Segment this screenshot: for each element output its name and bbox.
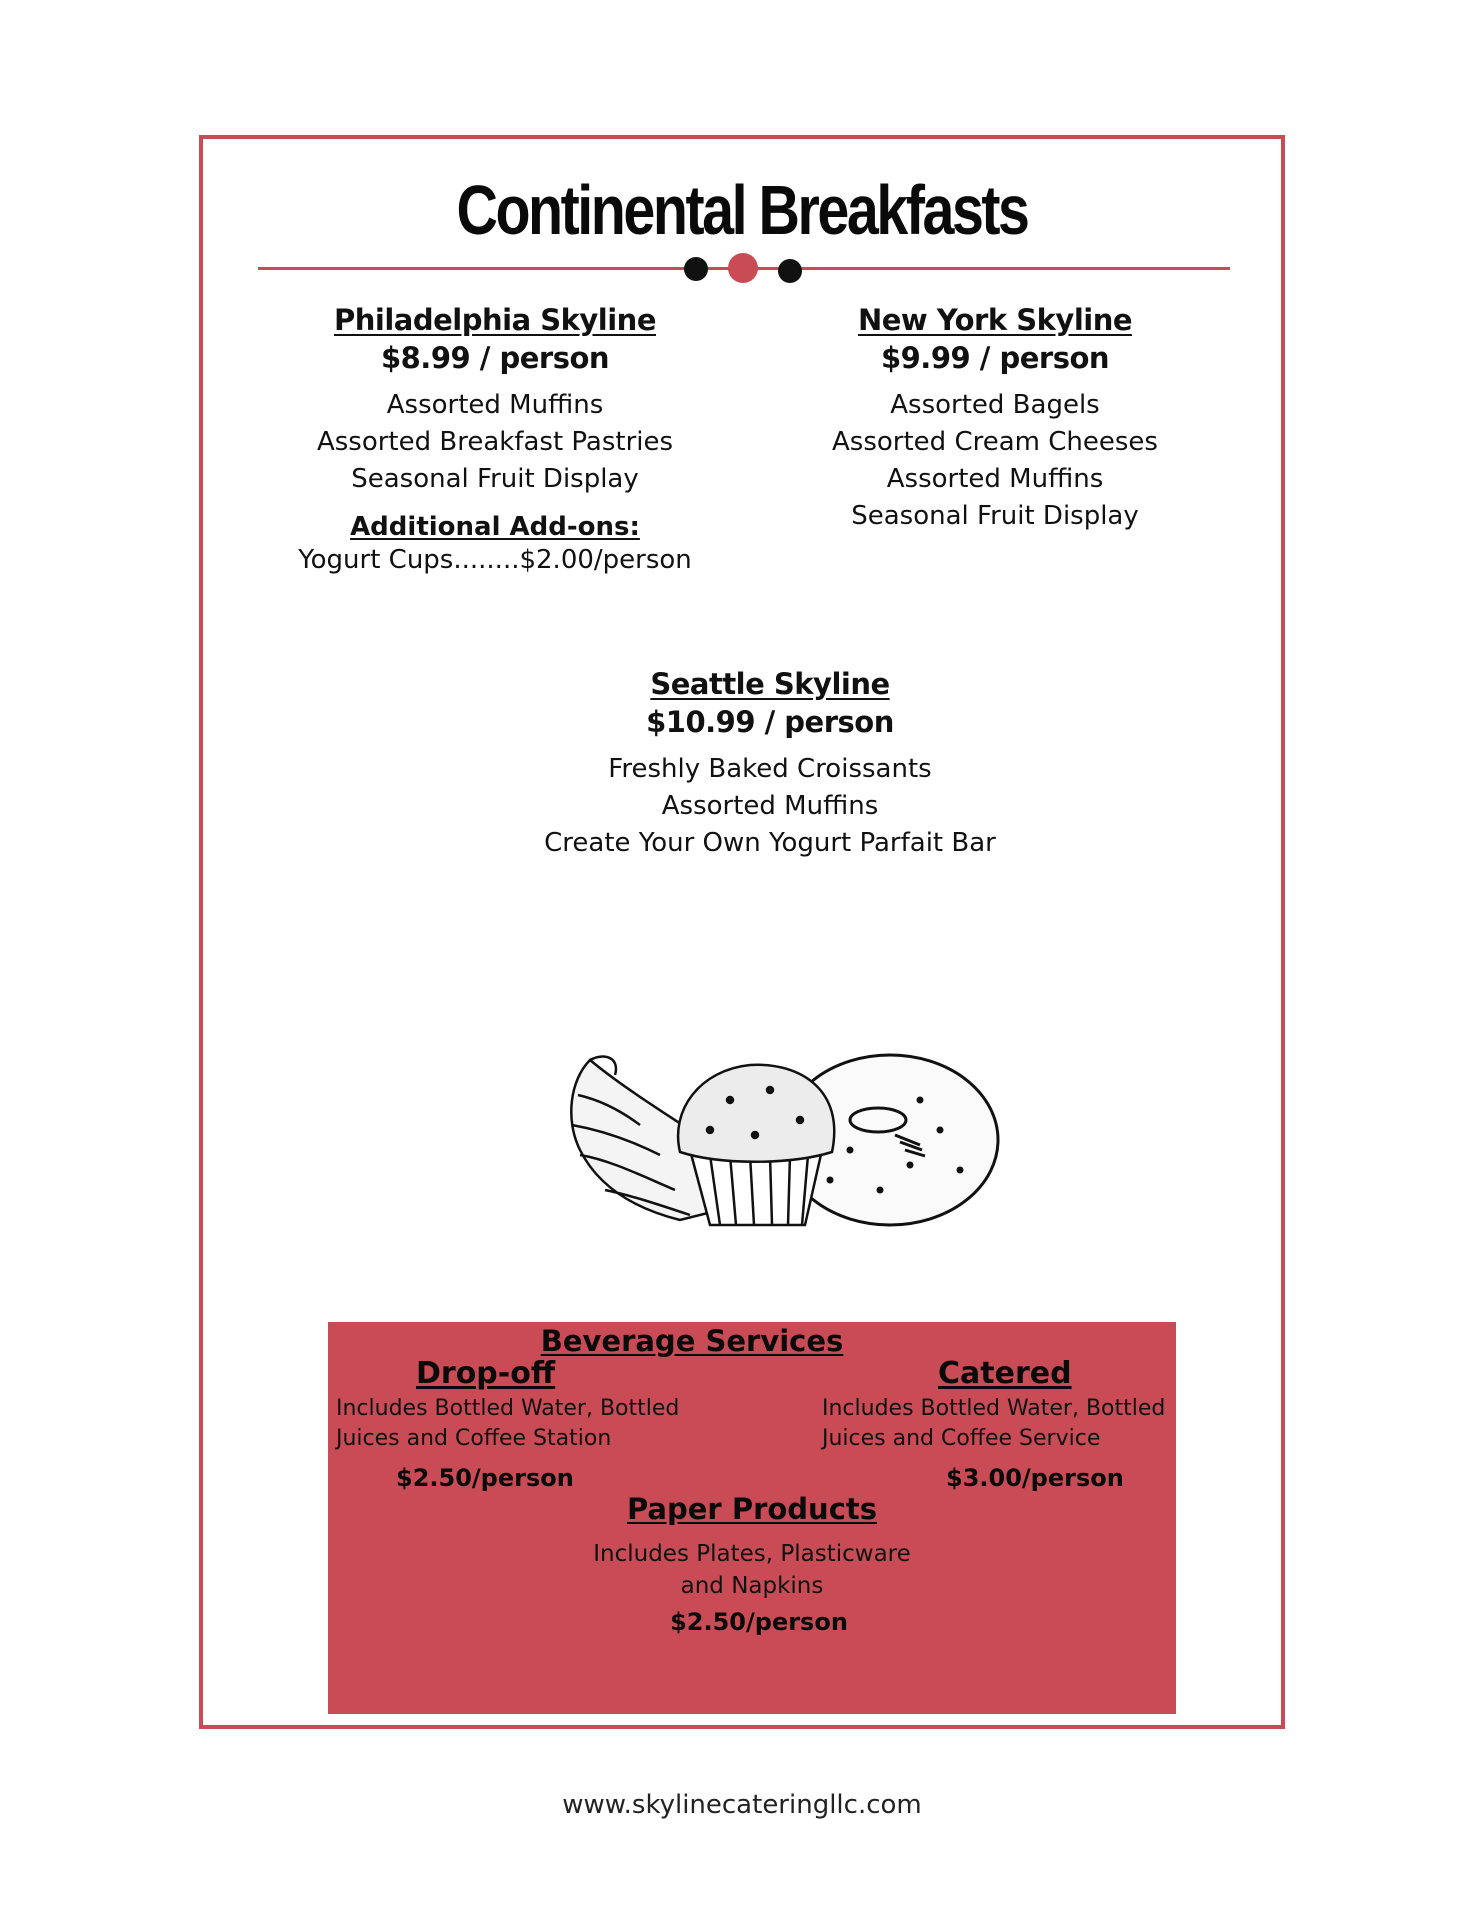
package-name: Philadelphia Skyline <box>334 303 656 337</box>
desc-line: Includes Bottled Water, Bottled <box>336 1396 680 1421</box>
divider-dot-right <box>778 259 802 283</box>
desc-line: Juices and Coffee Station <box>336 1426 612 1451</box>
menu-item: Create Your Own Yogurt Parfait Bar <box>544 828 996 858</box>
package-price: $9.99 / person <box>880 341 1110 375</box>
website-url[interactable]: www.skylinecateringllc.com <box>562 1790 922 1820</box>
menu-item: Freshly Baked Croissants <box>608 754 932 784</box>
catered-title: Catered <box>938 1356 1072 1391</box>
beverage-title: Beverage Services <box>540 1324 844 1358</box>
menu-item: Assorted Bagels <box>890 390 1100 420</box>
catered-desc <box>822 1394 1165 1454</box>
package-seattle <box>510 667 1030 862</box>
package-price: $10.99 / person <box>646 705 894 739</box>
package-name: New York Skyline <box>857 303 1133 337</box>
desc-line: Juices and Coffee Service <box>822 1426 1101 1451</box>
desc-line: Includes Plates, Plasticware <box>593 1541 911 1567</box>
package-price: $8.99 / person <box>380 341 610 375</box>
addons-heading: Additional Add-ons: <box>350 512 640 542</box>
menu-item: Assorted Muffins <box>661 791 879 821</box>
package-new-york <box>750 303 1240 535</box>
menu-item: Assorted Muffins <box>386 390 604 420</box>
beverage-services-panel <box>328 1322 1176 1714</box>
menu-item: Seasonal Fruit Display <box>351 464 639 494</box>
menu-item: Assorted Muffins <box>886 464 1104 494</box>
divider-dot-left <box>684 257 708 281</box>
catered-price: $3.00/person <box>946 1464 1124 1492</box>
menu-item: Seasonal Fruit Display <box>851 501 1139 531</box>
menu-item: Assorted Breakfast Pastries <box>316 427 674 457</box>
addon-item: Yogurt Cups........$2.00/person <box>298 545 692 575</box>
dropoff-title: Drop-off <box>416 1356 556 1391</box>
menu-item: Assorted Cream Cheeses <box>832 427 1158 457</box>
page-title: Continental Breakfasts <box>456 171 1028 249</box>
pastry-illustration <box>560 1040 1010 1240</box>
package-philadelphia <box>250 303 740 579</box>
desc-line: Includes Bottled Water, Bottled <box>822 1396 1166 1421</box>
paper-desc <box>328 1538 1176 1602</box>
package-name: Seattle Skyline <box>650 667 890 701</box>
dropoff-desc <box>336 1394 679 1454</box>
dropoff-price: $2.50/person <box>396 1464 574 1492</box>
paper-title: Paper Products <box>626 1492 878 1526</box>
paper-price: $2.50/person <box>670 1608 848 1636</box>
desc-line: and Napkins <box>680 1573 824 1599</box>
divider-dot-center <box>728 253 758 283</box>
